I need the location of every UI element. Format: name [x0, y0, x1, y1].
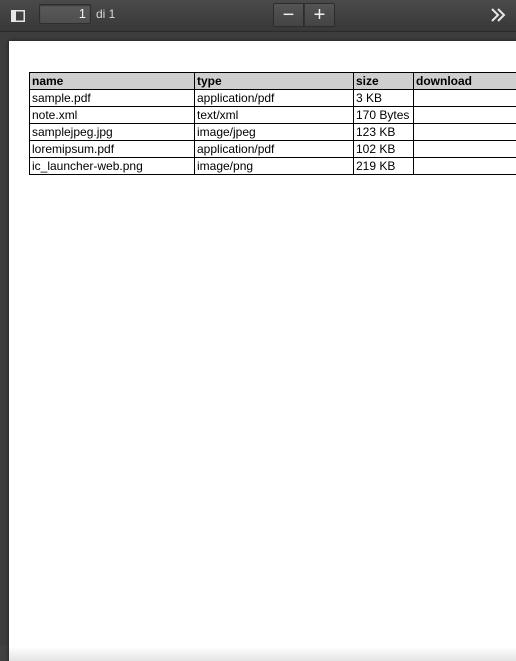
table-header-row	[30, 73, 516, 90]
column-header-type: type	[195, 73, 354, 90]
table-row	[30, 124, 516, 141]
download-cell[interactable]	[414, 124, 516, 141]
download-cell[interactable]	[414, 141, 516, 158]
table-row	[30, 141, 516, 158]
column-header-name: name	[30, 73, 195, 90]
zoom-controls	[273, 3, 336, 27]
file-size-cell: 102 KB	[354, 141, 414, 158]
file-size-cell: 123 KB	[354, 124, 414, 141]
file-name-cell: sample.pdf	[30, 90, 195, 107]
zoom-in-icon: +	[314, 5, 326, 25]
pdf-toolbar	[0, 0, 516, 32]
file-type-cell: text/xml	[195, 107, 354, 124]
file-name-cell: loremipsum.pdf	[30, 141, 195, 158]
zoom-in-button[interactable]	[304, 3, 335, 27]
files-table	[29, 72, 516, 175]
file-name-cell: ic_launcher-web.png	[30, 158, 195, 175]
zoom-out-button[interactable]	[273, 3, 304, 27]
file-name-cell: note.xml	[30, 107, 195, 124]
pdf-page	[9, 41, 516, 661]
double-chevron-right-icon	[490, 8, 506, 22]
column-header-download: download	[414, 73, 516, 90]
file-name-cell: samplejpeg.jpg	[30, 124, 195, 141]
file-type-cell: image/png	[195, 158, 354, 175]
table-row	[30, 158, 516, 175]
download-cell[interactable]	[414, 90, 516, 107]
document-viewer[interactable]	[0, 32, 516, 645]
file-size-cell: 170 Bytes	[354, 107, 414, 124]
file-type-cell: application/pdf	[195, 141, 354, 158]
table-row	[30, 90, 516, 107]
zoom-out-icon: −	[283, 5, 295, 25]
tools-menu-button[interactable]	[487, 5, 509, 25]
file-type-cell: image/jpeg	[195, 124, 354, 141]
download-cell[interactable]	[414, 107, 516, 124]
file-size-cell: 219 KB	[354, 158, 414, 175]
file-size-cell: 3 KB	[354, 90, 414, 107]
page-count-label: di 1	[96, 7, 115, 21]
column-header-size: size	[354, 73, 414, 90]
page-number-input[interactable]: 1	[39, 4, 91, 24]
table-row	[30, 107, 516, 124]
download-cell[interactable]	[414, 158, 516, 175]
sidebar-toggle-button[interactable]	[6, 5, 30, 26]
file-type-cell: application/pdf	[195, 90, 354, 107]
sidebar-toggle-icon	[11, 10, 25, 22]
